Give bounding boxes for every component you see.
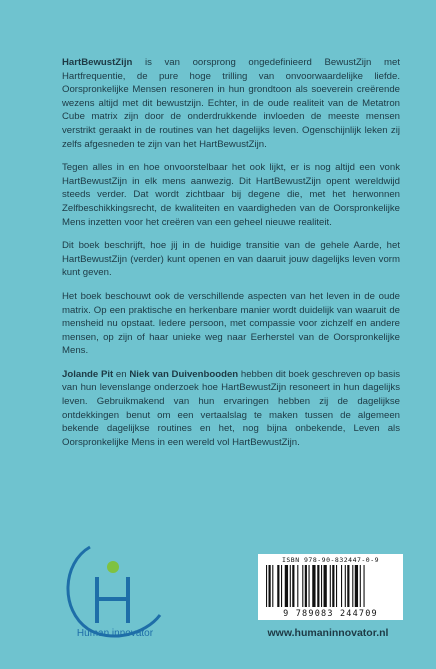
paragraph-authors: Jolande Pit en Niek van Duivenbooden hebben dit boek geschreven op basis van hun levenslange onderzoek hoe HartBewustZijn resoneert in hun dagelijks leven. Gebruikmakend van hun ervaringen hebben zij de dagelijkse ontdekkingen benut om een vertaalslag te maken tussen de algemeen bekende dagelijkse routines en het, nog bijna onbekende, Leven als Oorspronkelijke Mens in een wereld vol HartBewustZijn. (62, 368, 401, 448)
publisher-website[interactable]: www.humaninnovator.nl (267, 627, 389, 639)
barcode-bars-icon (266, 565, 395, 607)
paragraph-book-purpose: Dit boek beschrijft, hoe jij in de huidige transitie van de gehele Aarde, het HartBewustZijn (verder) kunt openen en van daaruit jouw dagelijks leven vorm kunt geven. (62, 240, 400, 279)
logo-caption: Human innovator (76, 628, 154, 639)
author-name: Niek van Duivenbooden (129, 368, 239, 380)
paragraph-matrix: Het boek beschouwt ook de verschillende aspecten van het leven in de oude matrix. Op een praktische en herkenbare manier wordt duidelijk van waaruit de mensheid nu opstaat. Iedere persoon, met compassie voor zichzelf en andere mensen, op zijn of haar unieke weg naar Eerherstel van de Oorspronkelijke Mens. (62, 290, 400, 357)
barcode-number: 9 789083 244709 (283, 609, 378, 619)
isbn-label: ISBN 978-90-832447-0-9 (281, 556, 380, 564)
author-name: Jolande Pit (62, 368, 114, 380)
blurb-text (62, 56, 400, 459)
paragraph-intro: HartBewustZijn is van oorsprong ongedefinieerd BewustZijn met Hartfrequentie, de pure hoge trilling van onvoorwaardelijke liefde. Oorspronkelijke Mensen resoneren in hun grondtoon als soeverein creërende wezens altijd met dit bewustzijn. Echter, in de oude realiteit van de Metatron Cube matrix zijn door de onderdrukkende invloeden de meeste mensen verstrikt geraakt in de routines van het dagelijks leven. Ogenschijnlijk leken zij zelfs afgesneden te zijn van het HartBewustZijn. (62, 57, 400, 150)
isbn-barcode (258, 554, 403, 620)
brand-name: HartBewustZijn (62, 57, 133, 68)
paragraph-spark: Tegen alles in en hoe onvoorstelbaar het ook lijkt, er is nog altijd een vonk HartBewustZijn in elk mens aanwezig. Dit HartBewustZijn opent wereldwijd steeds verder. Dat wordt zichtbaar bij degene die, met het herwonnen Zelfbeschikkingsrecht, de kwaliteiten en vaardigheden van de Oorspronkelijke Mens inzetten voor het creëren van een geheel nieuwe realiteit. (62, 162, 400, 228)
